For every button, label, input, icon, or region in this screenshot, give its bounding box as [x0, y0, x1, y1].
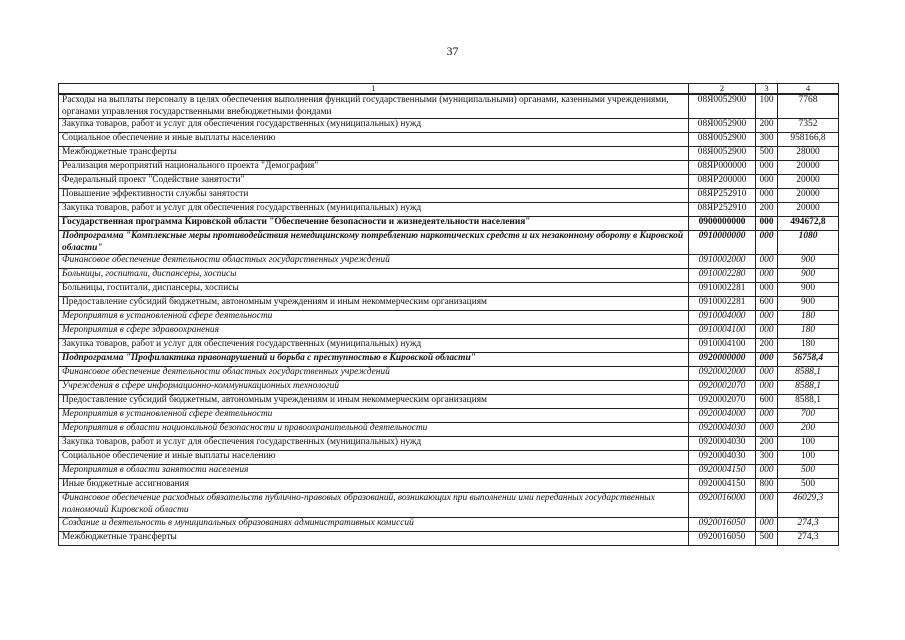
row-code-cell: 0920004000	[689, 409, 756, 423]
header-name: 1	[59, 84, 689, 95]
table-row	[59, 231, 839, 255]
row-type-cell: 200	[756, 437, 778, 451]
row-name-cell: Реализация мероприятий национального проекта "Демография"	[59, 161, 689, 175]
row-code-cell: 0920004030	[689, 423, 756, 437]
row-amount-cell: 274,3	[778, 531, 839, 545]
table-row	[59, 325, 839, 339]
row-code-cell: 0920004030	[689, 451, 756, 465]
table-row	[59, 255, 839, 269]
row-type-cell: 000	[756, 255, 778, 269]
row-code-cell: 0910004100	[689, 325, 756, 339]
row-code-cell: 0920002070	[689, 381, 756, 395]
table-row	[59, 465, 839, 479]
row-amount-cell: 180	[778, 311, 839, 325]
row-amount-cell: 180	[778, 325, 839, 339]
row-code-cell: 08ЯР252910	[689, 203, 756, 217]
row-amount-cell: 100	[778, 437, 839, 451]
row-type-cell: 200	[756, 119, 778, 133]
row-amount-cell: 8588,1	[778, 395, 839, 409]
row-amount-cell: 20000	[778, 175, 839, 189]
table-row	[59, 437, 839, 451]
row-code-cell: 0910002000	[689, 255, 756, 269]
row-type-cell: 300	[756, 451, 778, 465]
table-row	[59, 311, 839, 325]
row-amount-cell: 20000	[778, 203, 839, 217]
row-code-cell: 08Я0052900	[689, 94, 756, 119]
row-amount-cell: 900	[778, 283, 839, 297]
row-name-cell: Межбюджетные трансферты	[59, 147, 689, 161]
row-amount-cell: 200	[778, 423, 839, 437]
row-type-cell: 200	[756, 339, 778, 353]
row-amount-cell: 7768	[778, 94, 839, 119]
table-row	[59, 269, 839, 283]
row-name-cell: Межбюджетные трансферты	[59, 531, 689, 545]
table-row	[59, 283, 839, 297]
row-name-cell: Предоставление субсидий бюджетным, автономным учреждениям и иным некоммерческим организациям	[59, 395, 689, 409]
row-name-cell: Финансовое обеспечение деятельности областных государственных учреждений	[59, 255, 689, 269]
row-amount-cell: 8588,1	[778, 381, 839, 395]
table-row	[59, 395, 839, 409]
row-amount-cell: 900	[778, 255, 839, 269]
row-type-cell: 800	[756, 479, 778, 493]
row-name-cell: Предоставление субсидий бюджетным, автономным учреждениям и иным некоммерческим организациям	[59, 297, 689, 311]
row-type-cell: 000	[756, 175, 778, 189]
row-name-cell: Финансовое обеспечение расходных обязательств публично-правовых образований, возникающих при выполнении ими переданных государственных полномочий Кировской области	[59, 493, 689, 517]
row-type-cell: 600	[756, 395, 778, 409]
row-type-cell: 200	[756, 203, 778, 217]
row-type-cell: 000	[756, 311, 778, 325]
row-name-cell: Закупка товаров, работ и услуг для обеспечения государственных (муниципальных) нужд	[59, 203, 689, 217]
row-code-cell: 0910004000	[689, 311, 756, 325]
row-amount-cell: 46029,3	[778, 493, 839, 517]
row-code-cell: 08Я0052900	[689, 119, 756, 133]
row-name-cell: Подпрограмма "Профилактика правонарушений и борьба с преступностью в Кировской области"	[59, 353, 689, 367]
row-code-cell: 0920016000	[689, 493, 756, 517]
row-type-cell: 000	[756, 493, 778, 517]
table-row	[59, 493, 839, 517]
row-type-cell: 000	[756, 465, 778, 479]
page-number: 37	[446, 44, 459, 58]
row-type-cell: 000	[756, 381, 778, 395]
row-code-cell: 0910002281	[689, 297, 756, 311]
row-code-cell: 0920016050	[689, 517, 756, 531]
row-code-cell: 0920016050	[689, 531, 756, 545]
header-code: 2	[689, 84, 756, 95]
table-header-row	[59, 84, 839, 95]
row-code-cell: 0920004150	[689, 465, 756, 479]
row-type-cell: 000	[756, 517, 778, 531]
row-type-cell: 000	[756, 367, 778, 381]
row-name-cell: Иные бюджетные ассигнования	[59, 479, 689, 493]
row-amount-cell: 274,3	[778, 517, 839, 531]
row-name-cell: Мероприятия в области занятости населения	[59, 465, 689, 479]
table-row	[59, 161, 839, 175]
row-name-cell: Закупка товаров, работ и услуг для обеспечения государственных (муниципальных) нужд	[59, 339, 689, 353]
row-type-cell: 500	[756, 147, 778, 161]
row-code-cell: 0910002281	[689, 283, 756, 297]
row-amount-cell: 8588,1	[778, 367, 839, 381]
row-type-cell: 000	[756, 189, 778, 203]
table-row	[59, 367, 839, 381]
table-row	[59, 479, 839, 493]
row-name-cell: Социальное обеспечение и иные выплаты населению	[59, 133, 689, 147]
budget-table	[58, 83, 839, 546]
row-code-cell: 0900000000	[689, 217, 756, 231]
row-code-cell: 08Я0052900	[689, 133, 756, 147]
table-row	[59, 409, 839, 423]
row-name-cell: Создание и деятельность в муниципальных образованиях административных комиссий	[59, 517, 689, 531]
row-amount-cell: 1080	[778, 231, 839, 255]
row-name-cell: Федеральный проект "Содействие занятости"	[59, 175, 689, 189]
table-row	[59, 189, 839, 203]
table-row	[59, 339, 839, 353]
row-type-cell: 300	[756, 133, 778, 147]
row-amount-cell: 7352	[778, 119, 839, 133]
row-code-cell: 08ЯР200000	[689, 175, 756, 189]
row-name-cell: Подпрограмма "Комплексные меры противодействия немедицинскому потреблению наркотических средств и их незаконному обороту в Кировской области"	[59, 231, 689, 255]
row-name-cell: Расходы на выплаты персоналу в целях обеспечения выполнения функций государственными (муниципальными) органами, казенными учреждениями, органами управления государственными внебюджетными фондами	[59, 94, 689, 119]
table-row	[59, 94, 839, 119]
row-name-cell: Социальное обеспечение и иные выплаты населению	[59, 451, 689, 465]
row-amount-cell: 900	[778, 269, 839, 283]
table-row	[59, 133, 839, 147]
row-type-cell: 100	[756, 94, 778, 119]
table-row	[59, 381, 839, 395]
row-type-cell: 000	[756, 423, 778, 437]
row-name-cell: Финансовое обеспечение деятельности областных государственных учреждений	[59, 367, 689, 381]
row-code-cell: 0910004100	[689, 339, 756, 353]
row-amount-cell: 20000	[778, 161, 839, 175]
table-row	[59, 451, 839, 465]
row-amount-cell: 494672,8	[778, 217, 839, 231]
row-amount-cell: 700	[778, 409, 839, 423]
row-name-cell: Учреждения в сфере информационно-коммуникационных технологий	[59, 381, 689, 395]
table-row	[59, 297, 839, 311]
row-code-cell: 08Я0052900	[689, 147, 756, 161]
header-type: 3	[756, 84, 778, 95]
row-type-cell: 000	[756, 269, 778, 283]
row-type-cell: 500	[756, 531, 778, 545]
table-row	[59, 119, 839, 133]
row-code-cell: 0910002280	[689, 269, 756, 283]
row-type-cell: 000	[756, 409, 778, 423]
row-amount-cell: 180	[778, 339, 839, 353]
row-code-cell: 0920002070	[689, 395, 756, 409]
row-name-cell: Больницы, госпитали, диспансеры, хосписы	[59, 269, 689, 283]
row-name-cell: Государственная программа Кировской области "Обеспечение безопасности и жизнедеятельности населения"	[59, 217, 689, 231]
row-amount-cell: 500	[778, 479, 839, 493]
table-row	[59, 353, 839, 367]
row-name-cell: Больницы, госпитали, диспансеры, хосписы	[59, 283, 689, 297]
row-amount-cell: 20000	[778, 189, 839, 203]
table-row	[59, 517, 839, 531]
row-name-cell: Мероприятия в области национальной безопасности и правоохранительной деятельности	[59, 423, 689, 437]
table-row	[59, 423, 839, 437]
row-amount-cell: 56758,4	[778, 353, 839, 367]
row-name-cell: Мероприятия в установленной сфере деятельности	[59, 311, 689, 325]
row-name-cell: Мероприятия в установленной сфере деятельности	[59, 409, 689, 423]
row-code-cell: 0920000000	[689, 353, 756, 367]
row-name-cell: Закупка товаров, работ и услуг для обеспечения государственных (муниципальных) нужд	[59, 437, 689, 451]
table-row	[59, 175, 839, 189]
row-code-cell: 08ЯР252910	[689, 189, 756, 203]
row-amount-cell: 900	[778, 297, 839, 311]
header-amount: 4	[778, 84, 839, 95]
row-code-cell: 0910000000	[689, 231, 756, 255]
row-type-cell: 000	[756, 325, 778, 339]
row-type-cell: 000	[756, 353, 778, 367]
row-type-cell: 000	[756, 283, 778, 297]
table-row	[59, 531, 839, 545]
row-name-cell: Закупка товаров, работ и услуг для обеспечения государственных (муниципальных) нужд	[59, 119, 689, 133]
table-row	[59, 147, 839, 161]
row-code-cell: 08ЯР000000	[689, 161, 756, 175]
row-amount-cell: 958166,8	[778, 133, 839, 147]
row-name-cell: Мероприятия в сфере здравоохранения	[59, 325, 689, 339]
row-code-cell: 0920002000	[689, 367, 756, 381]
row-code-cell: 0920004030	[689, 437, 756, 451]
row-type-cell: 600	[756, 297, 778, 311]
row-amount-cell: 500	[778, 465, 839, 479]
table-row	[59, 217, 839, 231]
row-amount-cell: 28000	[778, 147, 839, 161]
row-type-cell: 000	[756, 161, 778, 175]
row-amount-cell: 100	[778, 451, 839, 465]
row-type-cell: 000	[756, 217, 778, 231]
table-row	[59, 203, 839, 217]
row-name-cell: Повышение эффективности службы занятости	[59, 189, 689, 203]
row-type-cell: 000	[756, 231, 778, 255]
row-code-cell: 0920004150	[689, 479, 756, 493]
